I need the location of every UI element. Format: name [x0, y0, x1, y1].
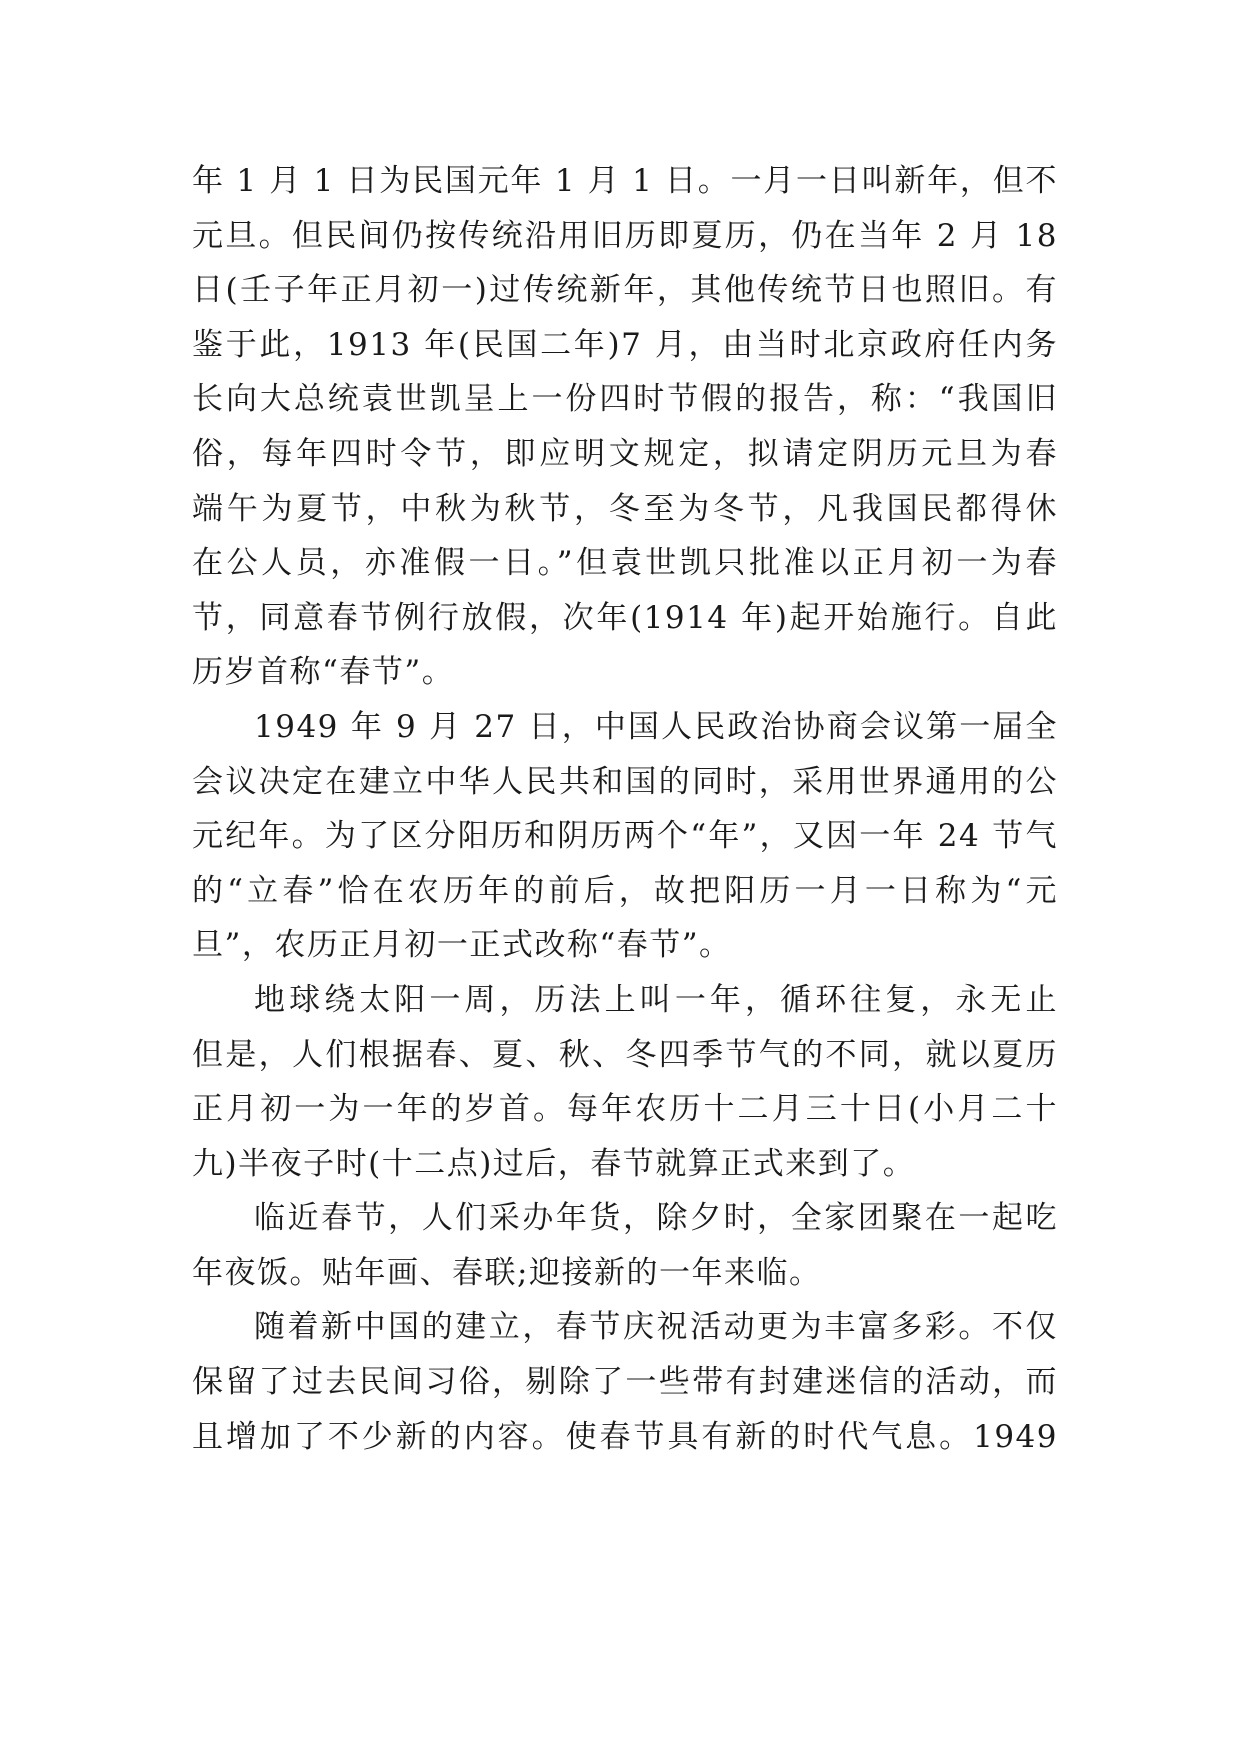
- text-line: 临近春节，人们采办年货，除夕时，全家团聚在一起吃: [254, 1200, 1058, 1237]
- text-line: 历岁首称“春节”。: [192, 654, 455, 691]
- text-line: 元纪年。为了区分阳历和阴历两个“年”，又因一年 24 节气: [192, 818, 1058, 855]
- text-line: 但是，人们根据春、夏、秋、冬四季节气的不同，就以夏历: [192, 1036, 1058, 1073]
- text-line: 年 1 月 1 日为民国元年 1 月 1 日。一月一日叫新年，但不: [192, 163, 1058, 199]
- text-line: 节，同意春节例行放假，次年(1914 年)起开始施行。自此: [192, 599, 1058, 636]
- text-line: 会议决定在建立中华人民共和国的同时，采用世界通用的公: [192, 763, 1058, 800]
- text-line: 1949 年 9 月 27 日，中国人民政治协商会议第一届全: [254, 708, 1058, 745]
- text-line: 在公人员，亦准假一日。”但袁世凯只批准以正月初一为春: [192, 545, 1058, 582]
- text-line: 年夜饭。贴年画、春联;迎接新的一年来临。: [192, 1254, 822, 1291]
- document-body: [192, 154, 1058, 1464]
- text-line: 端午为夏节，中秋为秋节，冬至为冬节，凡我国民都得休: [192, 490, 1058, 527]
- text-line: 旦”，农历正月初一正式改称“春节”。: [192, 927, 732, 964]
- text-line: 长向大总统袁世凯呈上一份四时节假的报告，称：“我国旧: [192, 381, 1058, 418]
- text-line: 鉴于此，1913 年(民国二年)7 月，由当时北京政府任内务: [192, 326, 1058, 363]
- text-line: 保留了过去民间习俗，剔除了一些带有封建迷信的活动，而: [192, 1364, 1058, 1401]
- text-line: 随着新中国的建立，春节庆祝活动更为丰富多彩。不仅: [254, 1309, 1058, 1346]
- text-line: 正月初一为一年的岁首。每年农历十二月三十日(小月二十: [192, 1091, 1058, 1128]
- text-line: 九)半夜子时(十二点)过后，春节就算正式来到了。: [192, 1145, 916, 1182]
- text-line: 地球绕太阳一周，历法上叫一年，循环往复，永无止: [254, 981, 1058, 1018]
- text-line: 且增加了不少新的内容。使春节具有新的时代气息。1949: [192, 1418, 1058, 1455]
- text-line: 的“立春”恰在农历年的前后，故把阳历一月一日称为“元: [192, 872, 1058, 909]
- text-line: 俗，每年四时令节，即应明文规定，拟请定阴历元旦为春: [192, 435, 1058, 472]
- text-line: 元旦。但民间仍按传统沿用旧历即夏历，仍在当年 2 月 18: [192, 217, 1058, 254]
- text-line: 日(壬子年正月初一)过传统新年，其他传统节日也照旧。有: [192, 272, 1058, 309]
